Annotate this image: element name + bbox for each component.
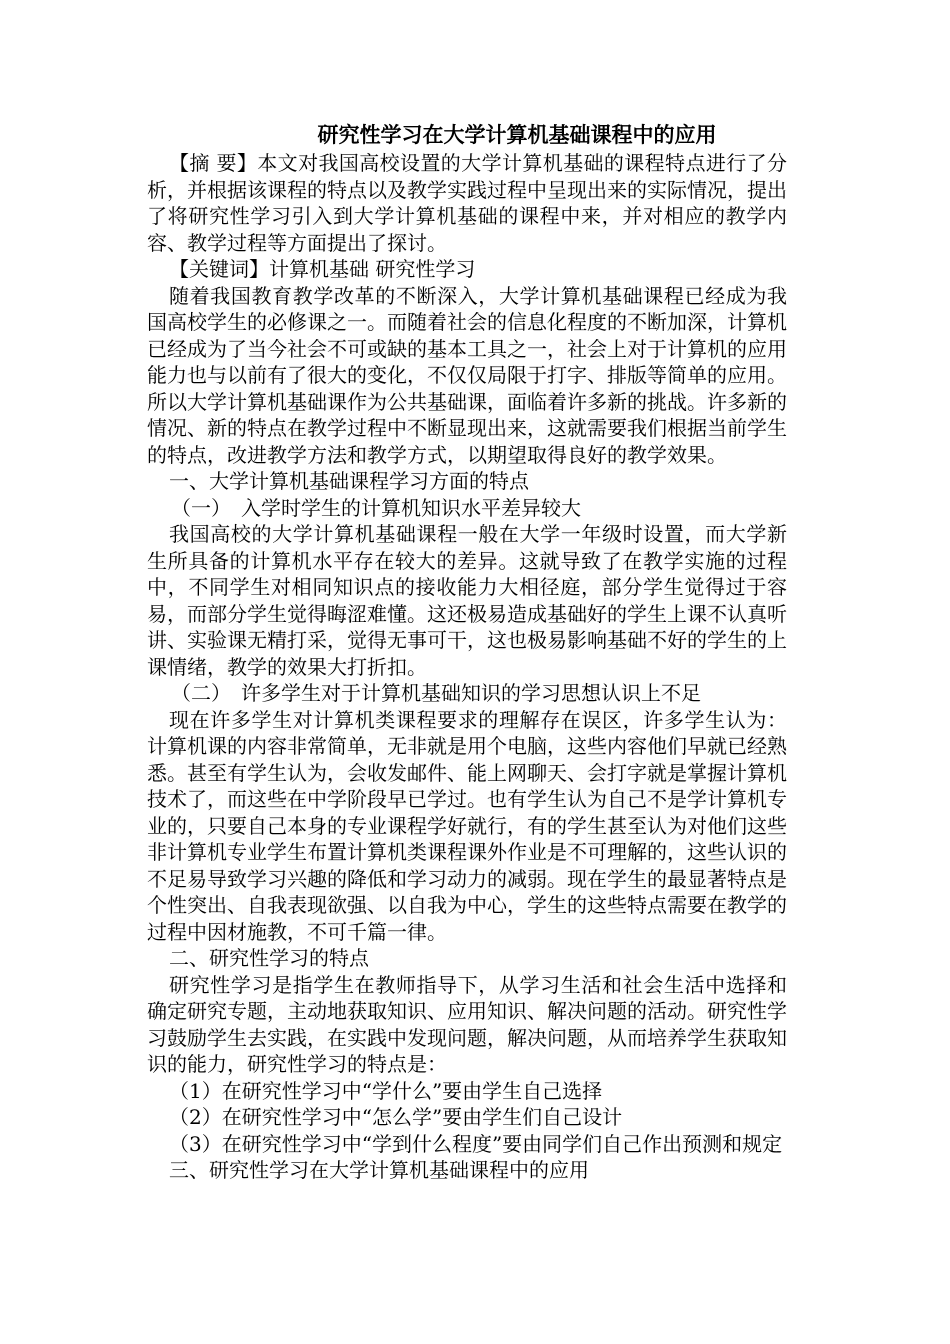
section3-heading: 三、研究性学习在大学计算机基础课程中的应用 [169, 1158, 589, 1182]
document-page [147, 120, 787, 1184]
section2-paragraph: 研究性学习是指学生在教师指导下，从学习生活和社会生活中选择和确定研究专题，主动地获取知识、应用知识、解决问题的活动。研究性学习鼓励学生去实践，在实践中发现问题，解决问题，从而培养学生获取知识的能力，研究性学习的特点是： [147, 972, 787, 1076]
section1-sub2-paragraph: 现在许多学生对计算机类课程要求的理解存在误区，许多学生认为：计算机课的内容非常简单，无非就是用个电脑，这些内容他们早就已经熟悉。甚至有学生认为，会收发邮件、能上网聊天、会打字就是掌握计算机技术了，而这些在中学阶段早已学过。也有学生认为自己不是学计算机专业的，只要自己本身的专业课程学好就行，有的学生甚至认为对他们这些非计算机专业学生布置计算机类课程课外作业是不可理解的，这些认识的不足易导致学习兴趣的降低和学习动力的减弱。现在学生的最显著特点是个性突出、自我表现欲强、以自我为中心，学生的这些特点需要在教学的过程中因材施教，不可千篇一律。 [147, 707, 787, 944]
abstract-paragraph: 【摘 要】本文对我国高校设置的大学计算机基础的课程特点进行了分析，并根据该课程的特点以及教学实践过程中呈现出来的实际情况，提出了将研究性学习引入到大学计算机基础的课程中来，并对相应的教学内容、教学过程等方面提出了探讨。 [147, 151, 787, 255]
section1-sub1-heading: （一） 入学时学生的计算机知识水平差异较大 [171, 495, 581, 520]
section1-sub1-paragraph: 我国高校的大学计算机基础课程一般在大学一年级时设置，而大学新生所具备的计算机水平存在较大的差异。这就导致了在教学实施的过程中，不同学生对相同知识点的接收能力大相径庭，部分学生觉得过于容易，而部分学生觉得晦涩难懂。这还极易造成基础好的学生上课不认真听讲、实验课无精打采，觉得无事可干，这也极易影响基础不好的学生的上课情绪，教学的效果大打折扣。 [147, 522, 787, 679]
list-item: （3）在研究性学习中“学到什么程度”要由同学们自己作出预测和规定 [169, 1131, 783, 1156]
section1-heading: 一、大学计算机基础课程学习方面的特点 [169, 469, 529, 493]
section1-sub2-heading: （二） 许多学生对于计算机基础知识的学习思想认识上不足 [171, 681, 701, 705]
page-title: 研究性学习在大学计算机基础课程中的应用 [317, 123, 717, 147]
section2-heading: 二、研究性学习的特点 [169, 946, 369, 970]
list-item: （2）在研究性学习中“怎么学”要由学生们自己设计 [169, 1105, 623, 1129]
keywords-line: 【关键词】计算机基础 研究性学习 [169, 257, 476, 281]
list-item: （1）在研究性学习中“学什么”要由学生自己选择 [169, 1078, 603, 1103]
intro-paragraph: 随着我国教育教学改革的不断深入，大学计算机基础课程已经成为我国高校学生的必修课之一。而随着社会的信息化程度的不断加深，计算机已经成为了当今社会不可或缺的基本工具之一，社会上对于计算机的应用能力也与以前有了很大的变化，不仅仅局限于打字、排版等简单的应用。所以大学计算机基础课作为公共基础课，面临着许多新的挑战。许多新的情况、新的特点在教学过程中不断显现出来，这就需要我们根据当前学生的特点，改进教学方法和教学方式，以期望取得良好的教学效果。 [147, 283, 787, 467]
